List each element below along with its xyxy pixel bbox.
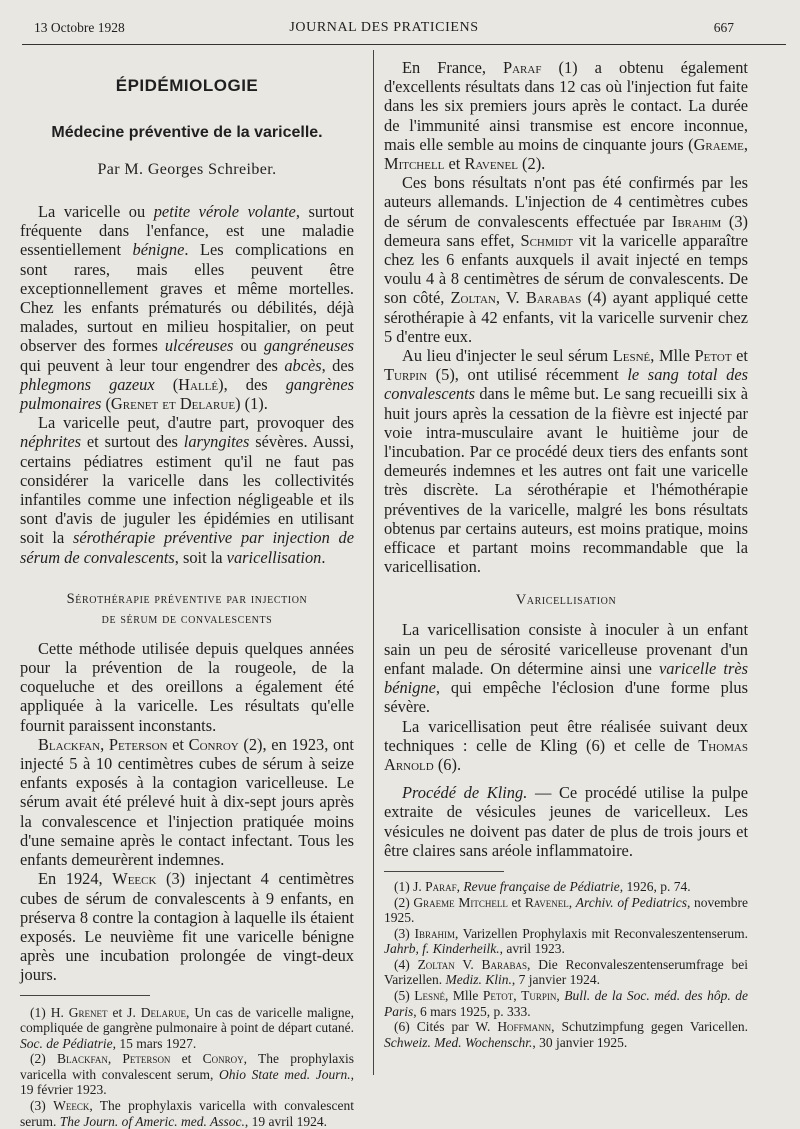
paragraph-german-authors: Ces bons résultats n'ont pas été confirmés par les auteurs allemands. L'injection de 4 centimètres cubes de sérum de convalescents effectuée par Ibrahim (3) demeura sans effet, Schmidt vit la varicelle apparaître chez les 6 enfants auxquels il avait injecté en temps voulu 4 à 8 centimètres de sérum de convalescents. De son côté, Zoltan, V. Barabas (4) ayant appliqué cette sérothérapie à 42 enfants, vit la varicelle survenir chez 5 d'entre eux. — [384, 173, 749, 346]
footnote: (3) Ibrahim, Varizellen Prophylaxis mit Reconvaleszentenserum. Jahrb, f. Kinderheilk., avril 1923. — [384, 925, 748, 957]
footnote: (2) Blackfan, Peterson et Conroy, The prophylaxis varicella with convalescent serum, Ohio State med. Journ., 19 février 1923. — [20, 1051, 354, 1098]
paragraph-techniques: La varicellisation peut être réalisée suivant deux techniques : celle de Kling (6) et celle de Thomas Arnold (6). — [384, 716, 748, 774]
running-header — [34, 20, 734, 38]
paragraph-complications: La varicelle peut, d'autre part, provoquer des néphrites et surtout des laryngites sévères. Aussi, certains pédiatres estiment qu'il ne faut pas considérer la varicelle dans les collectivités infantiles comme une infection négligeable et ils sont d'avis de juguler les épidémies en utilisant soit la sérothérapie préventive par injection de sérum de convalescents, soit la varicellisation. — [20, 413, 354, 567]
issue-date: 13 Octobre 1928 — [34, 20, 125, 35]
paragraph-method: Cette méthode utilisée depuis quelques années pour la prévention de la rougeole, de la coqueluche et des oreillons a également été appliquée à la varicelle. Les résultats qu'elle fournit paraissent inconstants. — [20, 638, 354, 735]
footnote: (6) Cités par W. Hoffmann, Schutzimpfung gegen Varicellen. Schweiz. Med. Wochenschr., 30 janvier 1925. — [384, 1019, 748, 1050]
right-column — [384, 58, 748, 1050]
paragraph-kling: Procédé de Kling. — Ce procédé utilise la pulpe extraite de vésicules jeunes de varicelleux. Les vésicules ne doivent pas dater de plus de trois jours et être claires sans aréole inflammatoire. — [384, 783, 748, 860]
left-column — [20, 58, 354, 1129]
footnote: (4) Zoltan V. Barabas, Die Reconvaleszentenserumfrage bei Varizellen. Mediz. Klin., 7 janvier 1924. — [384, 956, 748, 988]
column-divider — [373, 50, 374, 1075]
paragraph-lesne: Au lieu d'injecter le seul sérum Lesné, Mlle Petot et Turpin (5), ont utilisé récemment le sang total des convalescents dans le même but. Le sang recueilli six à huit jours après la cessation de la fièvre est injecté par voie intra-musculaire avant le huitième jour de l'incubation. Par ce procédé deux tiers des enfants sont demeurés indemnes et les autres ont fait une varicelle très discrète. La sérothérapie et l'hémothérapie préventives de la varicelle, malgré les bons résultats obtenus par certains auteurs, est moins pratique, moins efficace et partant moins recommandable que la varicellisation. — [384, 346, 748, 577]
footnote-rule — [384, 871, 504, 872]
page-number: 667 — [713, 20, 734, 35]
journal-title: JOURNAL DES PRATICIENS — [289, 20, 479, 35]
footnote: (5) Lesné, Mlle Petot, Turpin, Bull. de la Soc. méd. des hôp. de Paris, 6 mars 1925, p. 333. — [384, 988, 749, 1019]
footnote: (2) Graeme Mitchell et Ravenel, Archiv. of Pediatrics, novembre 1925. — [384, 894, 749, 926]
paragraph-weeck: En 1924, Weeck (3) injectant 4 centimètres cubes de sérum de convalescents à 9 enfants, en préserva 8 contre la contagion à laquelle ils étaient exposés. Le neuvième fit une varicelle bénigne après une incubation prolongée de vingt-deux jours. — [20, 869, 354, 985]
footnote: (1) J. Paraf, Revue française de Pédiatrie, 1926, p. 74. — [394, 878, 691, 894]
article-byline: Par M. Georges Schreiber. — [97, 161, 277, 178]
article-title: Médecine préventive de la varicelle. — [51, 124, 323, 141]
paragraph-blackfan: Blackfan, Peterson et Conroy (2), en 1923, ont injecté 5 à 10 centimètres cubes de sérum à seize enfants exposés à la contagion varicelleuse. Le sérum avait été prélevé huit à dix-sept jours après la convalescence et l'injection pratiquée moins d'une semaine après le contact infectant. Tous les enfants demeurèrent indemnes. — [20, 734, 354, 870]
paragraph-varicellisation: La varicellisation consiste à inoculer à un enfant sain un peu de sérosité varicelleuse provenant d'un enfant malade. On détermine ainsi une varicelle très bénigne, qui empêche l'éclosion d'une forme plus sévère. — [384, 620, 748, 717]
section-title: ÉPIDÉMIOLOGIE — [115, 76, 259, 95]
footnote: (1) H. Grenet et J. Delarue, Un cas de varicelle maligne, compliquée de gangrène pulmonaire à point de départ cutané. Soc. de Pédiatrie, 15 mars 1927. — [20, 1004, 354, 1051]
paragraph-intro: La varicelle ou petite vérole volante, surtout fréquente dans l'enfance, est une maladie essentiellement bénigne. Les complications en sont rares, mais elles peuvent être exceptionnellement graves et même mortelles. Chez les enfants prématurés ou débilités, déjà malades, surtout en milieu hospitalier, on peut observer des formes ulcéreuses ou gangréneuses qui peuvent à leur tour engendrer des abcès, des phlegmons gazeux (Hallé), des gangrènes pulmonaires (Grenet et Delarue) (1). — [20, 202, 355, 414]
header-rule — [22, 44, 786, 45]
footnote: (3) Weeck, The prophylaxis varicella with convalescent serum. The Journ. of Americ. med. Assoc., 19 avril 1924. — [20, 1098, 354, 1129]
subsection-heading-varicellisation: Varicellisation — [515, 592, 617, 609]
subsection-heading-serotherapy: Sérothérapie préventive par injection de sérum de convalescents — [66, 590, 308, 627]
paragraph-paraf: En France, Paraf (1) a obtenu également d'excellents résultats dans 12 cas où l'injection fut faite dans les six premiers jours après le contact. La durée de l'immunité ainsi transmise est encore inconnue, mais elle semble au moins de cinquante jours (Graeme, Mitchell et Ravenel (2). — [384, 58, 748, 174]
footnote-rule — [20, 995, 150, 996]
